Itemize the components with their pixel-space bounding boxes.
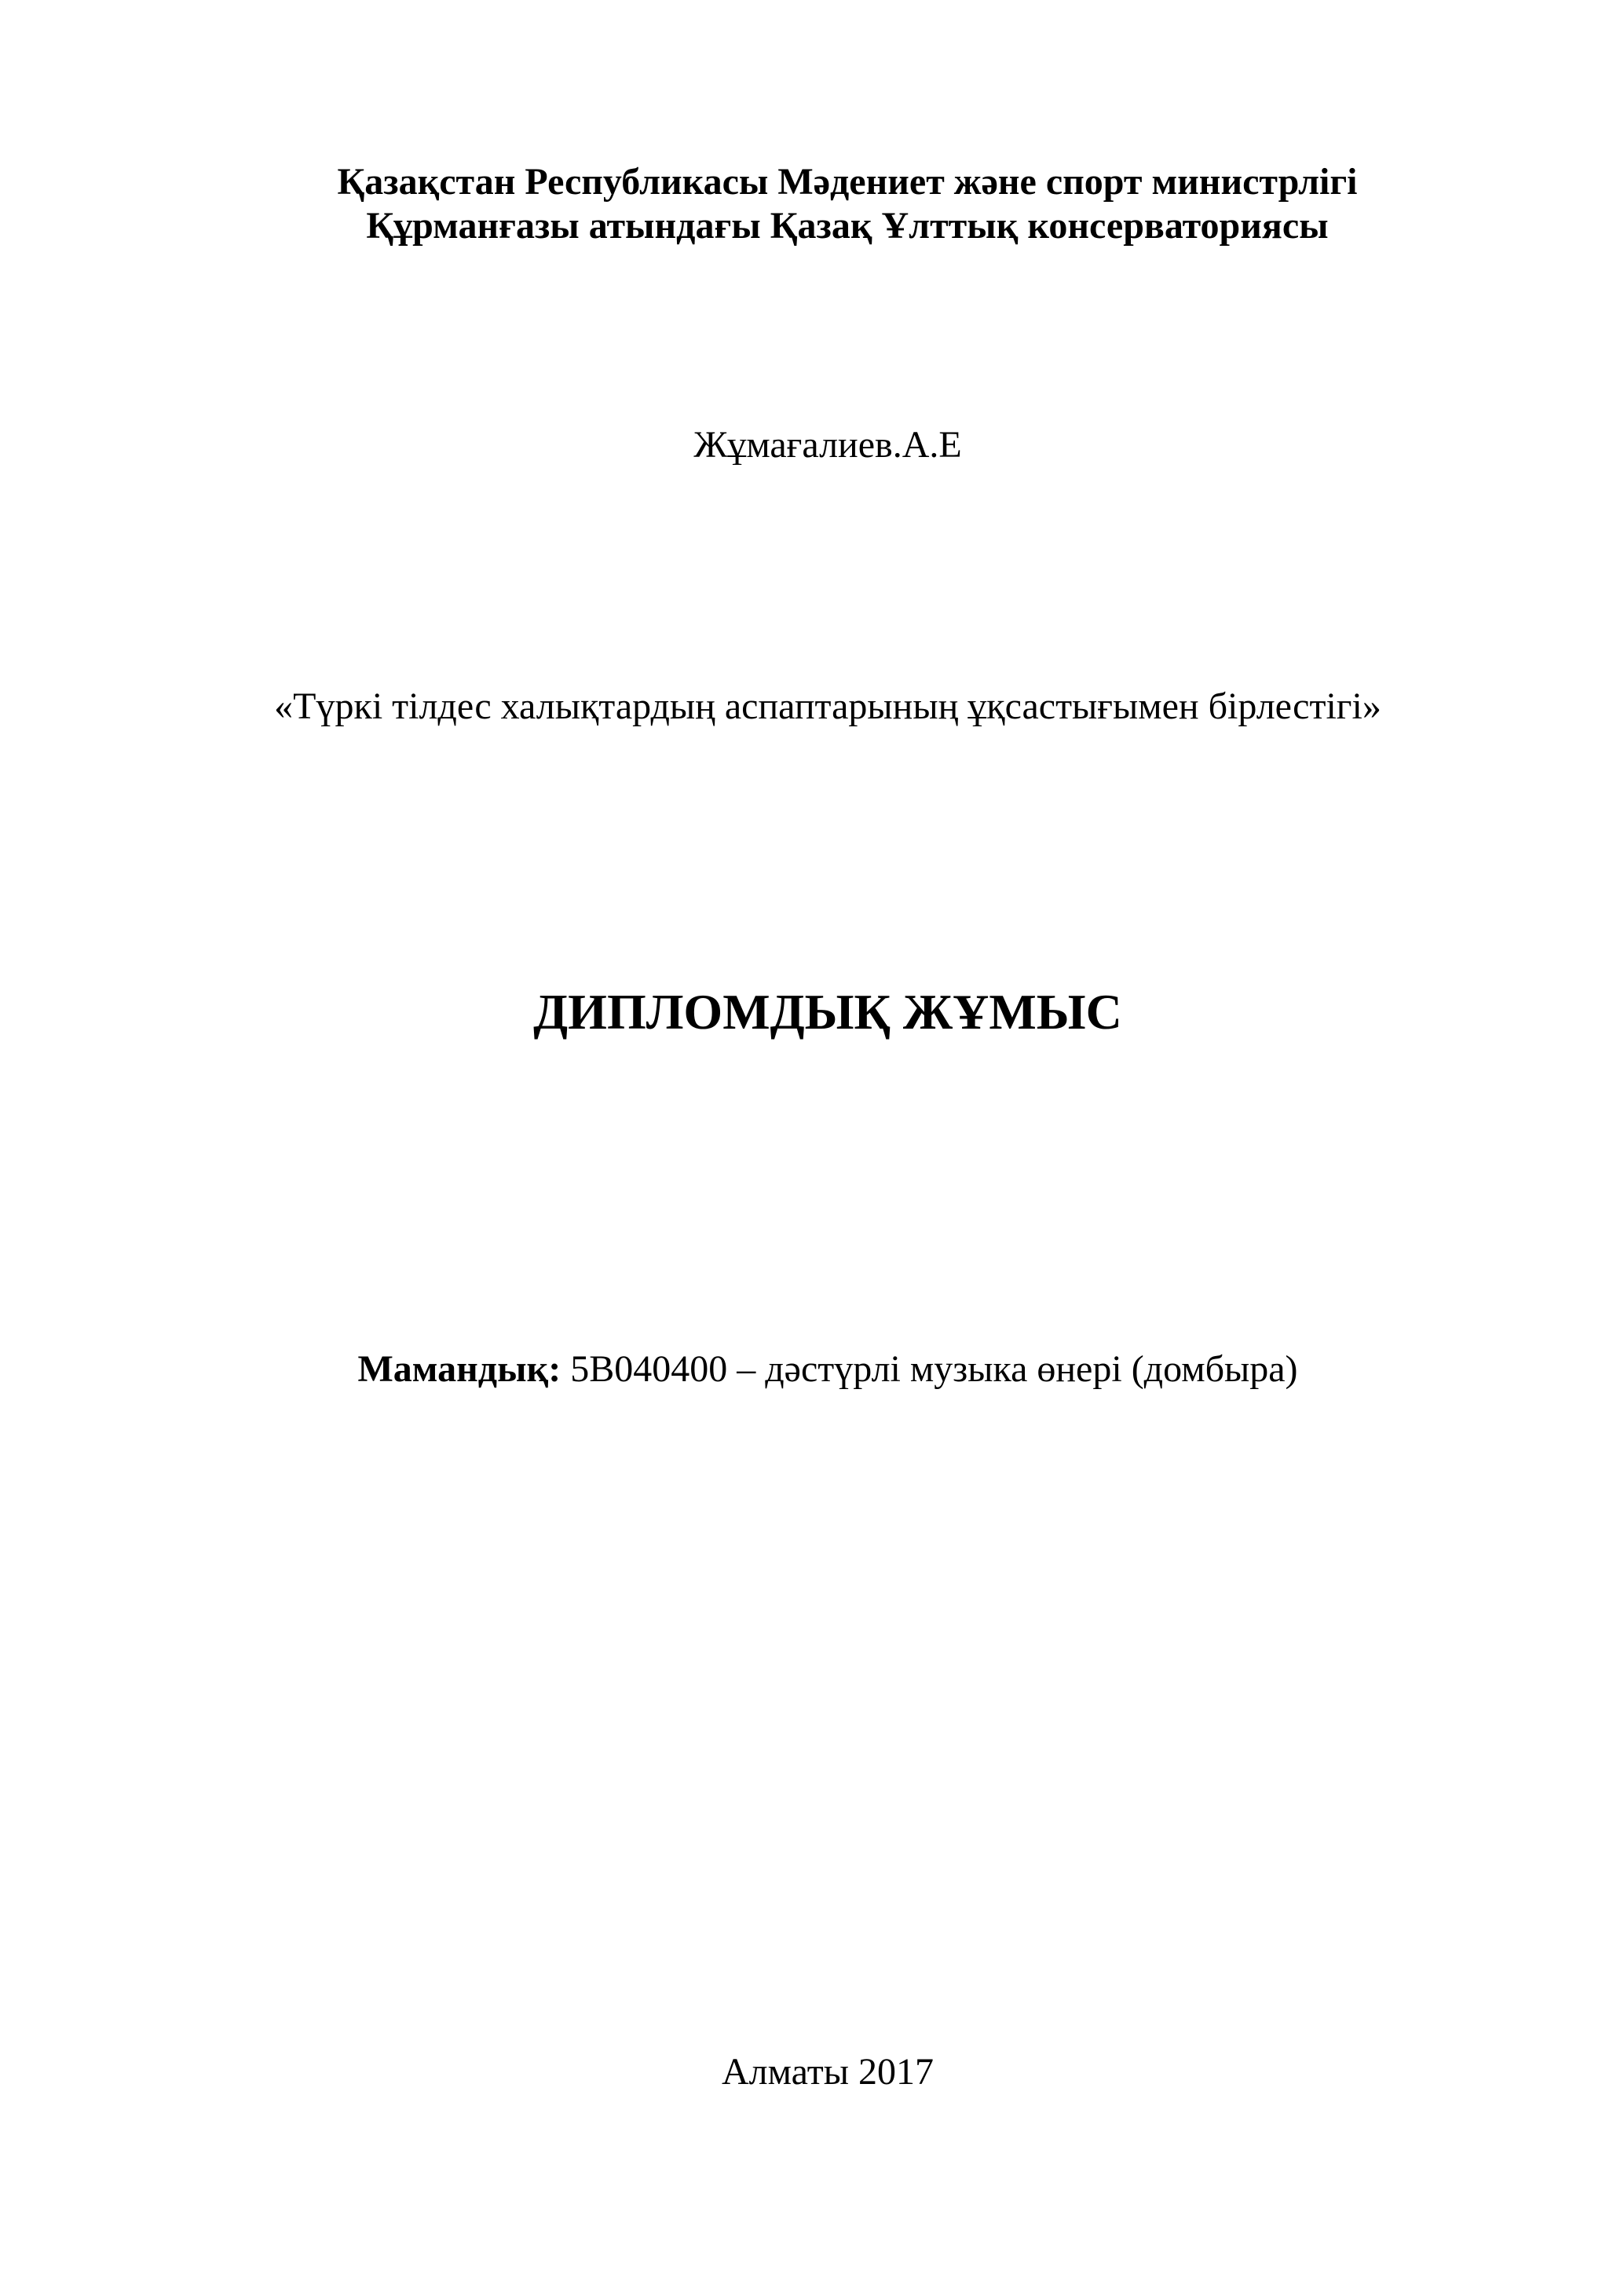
ministry-title: Қазақстан Республикасы Мәдениет және спорт министрлігі xyxy=(337,161,1358,203)
conservatory-title: Құрманғазы атындағы Қазақ Ұлттық консерваториясы xyxy=(366,205,1329,247)
specialty-line xyxy=(0,1348,1624,1390)
document-type-heading: ДИПЛОМДЫҚ ЖҰМЫС xyxy=(533,984,1122,1040)
specialty-value: 5В040400 – дәстүрлі музыка өнері (домбыра) xyxy=(561,1348,1298,1390)
author-name: Жұмағалиев.А.Е xyxy=(693,424,962,466)
city-year: Алматы 2017 xyxy=(722,2051,934,2093)
specialty-label: Мамандық: xyxy=(357,1348,561,1390)
thesis-topic: «Түркі тілдес халықтардың аспаптарының ұқсастығымен бірлестігі» xyxy=(274,686,1381,727)
